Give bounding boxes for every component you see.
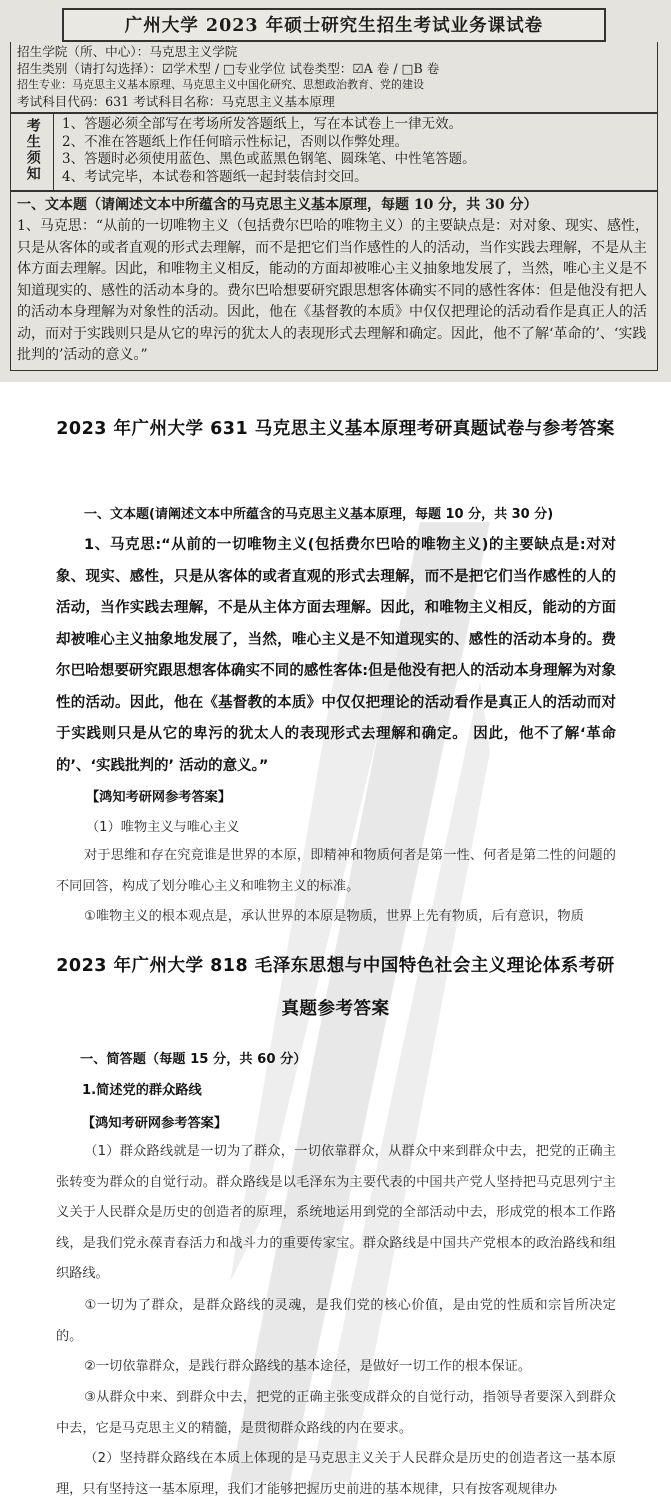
doc-section-heading: 一、文本题(请阐述文本中所蕴含的马克思主义基本原理，每题 10 分，共 30 分) (84, 507, 554, 522)
answer-paragraph-text: 对于思维和存在究竟谁是世界的本原，即精神和物质何者是第一性、何者是第二性的问题的不同回答，构成了划分唯心主义和唯物主义的标准。 (56, 848, 616, 894)
notice-label-text: 考生须知 (24, 118, 41, 182)
notice-label (11, 114, 54, 190)
answer-paragraph-text: ③从群众中来、到群众中去，把党的正确主张变成群众的自觉行动，指领导者要深入到群众中去，它是马克思主义的精髓，是贯彻群众路线的内在要求。 (56, 1390, 616, 1436)
notice-items (54, 114, 657, 190)
notice-item: 1、答题必须全部写在考场所发答题纸上，写在本试卷上一律无效。 (62, 116, 463, 132)
answer-paragraph-text: ①一切为了群众，是群众路线的灵魂，是我们党的核心价值，是由党的性质和宗旨所决定的。 (56, 1298, 616, 1344)
exam-info-block (10, 42, 658, 113)
exam-notice (10, 113, 658, 191)
exam-info-subject: 考试科目代码：631 考试科目名称：马克思主义基本原理 (17, 93, 335, 109)
doc-question-1 (56, 530, 616, 782)
answer-document (0, 382, 671, 1505)
reference-answer-label: 【鸿知考研网参考答案】 (86, 790, 232, 805)
question-heading: 1.简述党的群众路线 (82, 1083, 202, 1098)
notice-item: 4、考试完毕，本试卷和答题纸一起封装信封交回。 (62, 168, 368, 185)
notice-item: 3、答题时必须使用蓝色、黑色或蓝黑色钢笔、圆珠笔、中性笔答题。 (62, 151, 476, 167)
exam-section-heading: 一、文本题（请阐述文本中所蕴含的马克思主义基本原理，每题 10 分，共 30 分） (17, 196, 538, 213)
answer-paragraph (56, 1383, 616, 1444)
reference-answer-label: 【鸿知考研网参考答案】 (82, 1116, 228, 1131)
answer-paragraph (56, 1352, 616, 1383)
exam-title: 广州大学 2023 年硕士研究生招生考试业务课试卷 (62, 8, 606, 42)
answer-paragraph (56, 841, 616, 902)
exam-question-text: 1、马克思：“从前的一切唯物主义（包括费尔巴哈的唯物主义）的主要缺点是：对对象、现实、感性，只是从客体的或者直观的形式去理解，而不是把它们当作感性的人的活动，当作实践去理解，不是从主体方面去理解。因此，和唯物主义相反，能动的方面却被唯心主义抽象地发展了，当然，唯心主义是不知道现实的、感性的活动本身的。费尔巴哈想要研究跟思想客体确实不同的感性客体：但是他没有把人的活动本身理解为对象性的活动。因此，他在《基督教的本质》中仅仅把理论的活动看作是真正人的活动，而对于实践则只是从它的卑污的犹太人的表现形式去理解和确定。因此，他不了解‘革命的’、‘实践批判的’活动的意义。” (17, 218, 650, 363)
answer-paragraph-text: （1）群众路线就是一切为了群众，一切依靠群众，从群众中来到群众中去，把党的正确主张转变为群众的自觉行动。群众路线是以毛泽东为主要代表的中国共产党人坚持把马克思列宁主义关于人民群众是历史的创造者的原理，系统地运用到党的全部活动中去，形成党的根本工作路线，是我们党永葆青春活力和战斗力的重要传家宝。群众路线是中国共产党根本的政治路线和组织路线。 (56, 1144, 616, 1281)
doc-question-1-text: 1、马克思:“从前的一切唯物主义(包括费尔巴哈的唯物主义)的主要缺点是:对对象、现实、感性，只是从客体的或者直观的形式去理解，而不是把它们当作感性的人的活动，当作实践去理解，不是从主体方面去理解。因此，和唯物主义相反，能动的方面却被唯心主义抽象地发展了，当然，唯心主义是不知道现实的、感性的活动本身的。费尔巴哈想要研究跟思想客体确实不同的感性客体:但是他没有把人的活动本身理解为对象性的活动。因此，他在《基督教的本质》中仅仅把理论的活动看作是真正人的活动而对于实践则只是从它的卑污的犹太人的表现形式去理解和确定。 因此，他不了解‘革命的’、‘实践批判的’ 活动的意义。” (56, 537, 616, 774)
answer-paragraph (56, 1137, 616, 1290)
notice-item: 2、不准在答题纸上作任何暗示性标记，否则以作弊处理。 (62, 133, 409, 150)
doc-title-818-line2: 真题参考答案 (281, 999, 390, 1019)
scanned-exam-paper (0, 0, 671, 382)
answer-paragraph-text: （2）坚持群众路线在本质上体现的是马克思主义关于人民群众是历史的创造者这一基本原理，只有坚持这一基本原理，我们才能够把握历史前进的基本规律，只有按客观规律办 (56, 1451, 616, 1497)
answer-paragraph-text: ①唯物主义的根本观点是，承认世界的本原是物质，世界上先有物质，后有意识，物质 (84, 909, 584, 924)
answer-paragraph (56, 902, 616, 933)
doc-title-818-line1: 2023 年广州大学 818 毛泽东思想与中国特色社会主义理论体系考研 (56, 956, 615, 976)
answer-subheading: （1）唯物主义与唯心主义 (86, 820, 240, 835)
exam-info-major: 招生专业：马克思主义基本原理、马克思主义中国化研究、思想政治教育、党的建设 (17, 78, 424, 91)
exam-question-block (10, 191, 658, 371)
exam-info-type: 招生类别（请打勾选择）：☑学术型 / □专业学位 试卷类型：☑A 卷 / □B 卷 (17, 60, 440, 76)
answer-paragraph (56, 1444, 616, 1505)
doc-section-heading-2: 一、简答题（每题 15 分，共 60 分） (80, 1052, 307, 1067)
answer-paragraph (56, 1291, 616, 1352)
answer-paragraph-text: ②一切依靠群众，是践行群众路线的基本途径，是做好一切工作的根本保证。 (84, 1359, 532, 1374)
doc-title-631: 2023 年广州大学 631 马克思主义基本原理考研真题试卷与参考答案 (56, 419, 615, 439)
exam-info-college: 招生学院（所、中心）：马克思主义学院 (17, 44, 238, 59)
